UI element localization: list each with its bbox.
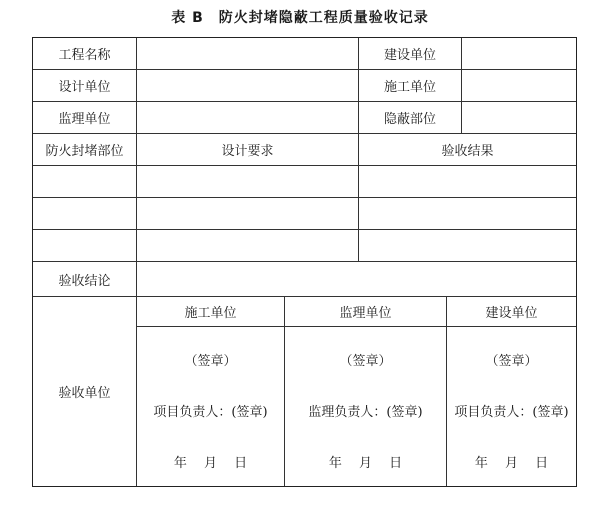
table-row-design-requirement[interactable] — [137, 230, 358, 261]
conclusion-label: 验收结论 — [58, 273, 111, 289]
builder-date-text: 年 月 日 — [173, 455, 248, 471]
table-row-part[interactable] — [33, 166, 136, 197]
supervision-label: 监理单位 — [58, 112, 111, 127]
builder-seal-text: （签章） — [184, 353, 237, 369]
concealed-part-label: 隐蔽部位 — [383, 112, 436, 127]
project-name-field[interactable] — [137, 38, 358, 69]
supervision-signer-text: 监理负责人：(签章) — [308, 404, 423, 420]
inspection-record-table — [32, 37, 577, 487]
owner-unit-header: 建设单位 — [485, 306, 538, 321]
column-header-result: 验收结果 — [441, 144, 494, 159]
table-row-part[interactable] — [33, 230, 136, 261]
construction-owner-field[interactable] — [462, 38, 576, 69]
table-row-design-requirement[interactable] — [137, 198, 358, 229]
form-title: 表 B 防火封堵隐蔽工程质量验收记录 — [171, 10, 429, 26]
table-row-result[interactable] — [359, 166, 576, 197]
supervision-date-text: 年 月 日 — [328, 455, 403, 471]
builder-signer-text: 项目负责人：(签章) — [153, 404, 268, 420]
design-unit-field[interactable] — [137, 70, 358, 101]
supervision-seal-text: （签章） — [339, 353, 392, 369]
table-row-part[interactable] — [33, 198, 136, 229]
table-row-result[interactable] — [359, 198, 576, 229]
owner-signer-text: 项目负责人：(签章) — [454, 404, 569, 420]
supervision-field[interactable] — [137, 102, 358, 133]
construction-owner-label: 建设单位 — [383, 48, 436, 63]
owner-seal-text: （签章） — [485, 353, 538, 369]
builder-field[interactable] — [462, 70, 576, 101]
builder-unit-header: 施工单位 — [184, 306, 237, 321]
table-row-result[interactable] — [359, 230, 576, 261]
supervision-unit-header: 监理单位 — [339, 306, 392, 321]
concealed-part-field[interactable] — [462, 102, 576, 133]
builder-label: 施工单位 — [383, 80, 436, 95]
acceptance-label: 验收单位 — [58, 386, 111, 401]
conclusion-field[interactable] — [137, 262, 576, 296]
column-header-design-requirement: 设计要求 — [221, 144, 274, 159]
design-unit-label: 设计单位 — [58, 80, 111, 95]
column-header-part: 防火封堵部位 — [45, 144, 124, 159]
project-name-label: 工程名称 — [58, 48, 111, 63]
owner-date-text: 年 月 日 — [474, 455, 549, 471]
row-divider — [136, 326, 576, 327]
table-row-design-requirement[interactable] — [137, 166, 358, 197]
